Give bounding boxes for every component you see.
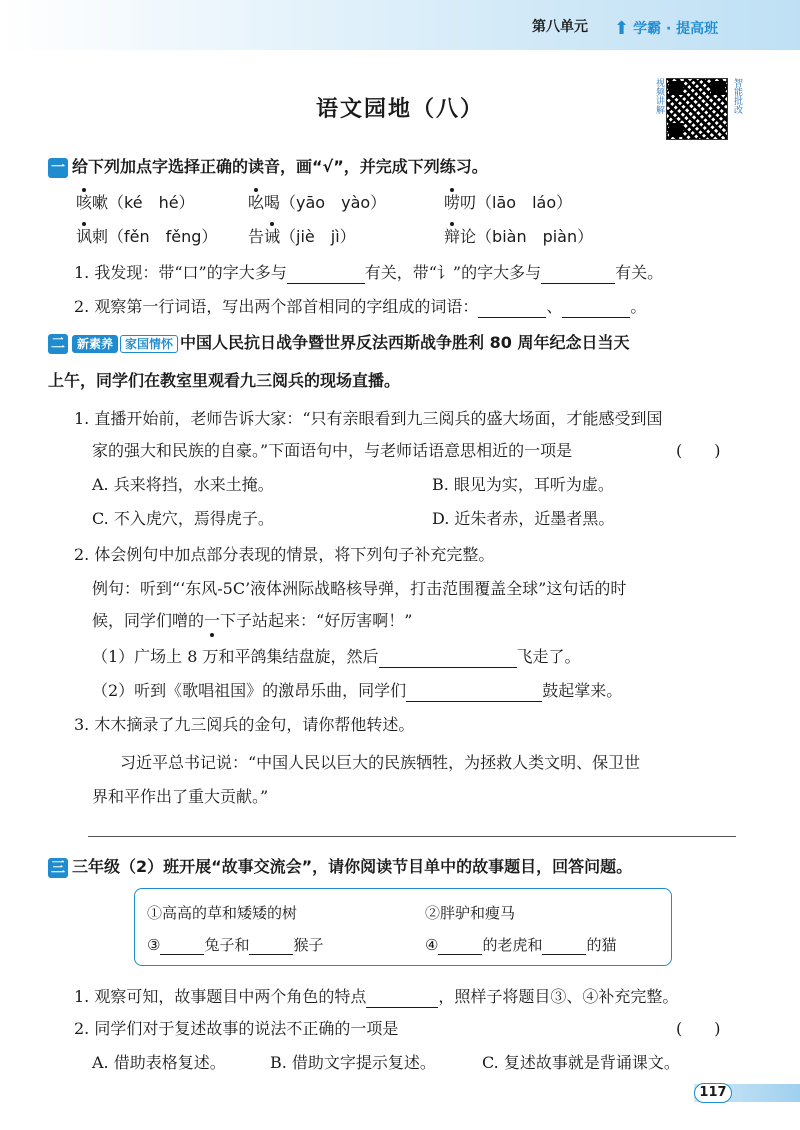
dotted-phrase: 噌的一下子 xyxy=(172,611,253,630)
section3-q1: 1. 观察可知，故事题目中两个角色的特点 ，照样子将题目③、④补充完整。 xyxy=(74,987,679,1006)
section1-q2: 2. 观察第一行词语，写出两个部首相同的字组成的词语： 、 。 xyxy=(74,297,647,316)
brand xyxy=(614,14,800,42)
tag-patriotism: 家国情怀 xyxy=(120,335,178,353)
answer-blank[interactable] xyxy=(379,649,517,668)
section1-instruction: 一 给下列加点字选择正确的读音，画“√”，并完成下列练习。 xyxy=(48,156,488,178)
qr-right-label: 智能批改 xyxy=(732,78,742,114)
answer-blank[interactable] xyxy=(287,265,365,284)
answer-blank[interactable] xyxy=(541,265,615,284)
fill-item-2: （2）听到《歌唱祖国》的激昂乐曲，同学们 鼓起掌来。 xyxy=(92,681,623,700)
word-item: 讽刺（fěn fěng） xyxy=(76,227,218,246)
quote-line2: 界和平作出了重大贡献。” xyxy=(92,787,269,806)
story-item-1: ①高高的草和矮矮的树 xyxy=(147,904,298,922)
answer-blank[interactable] xyxy=(160,936,204,955)
word-item: 告诫（jiè jì） xyxy=(248,227,356,246)
section3-q2: 2. 同学们对于复述故事的说法不正确的一项是 xyxy=(74,1019,399,1038)
answer-blank[interactable] xyxy=(366,989,438,1008)
section2-q1-line2: 家的强大和民族的自豪。”下面语句中，与老师话语意思相近的一项是 xyxy=(92,441,573,460)
quote-line1: 习近平总书记说：“中国人民以巨大的民族牺牲，为拯救人类文明、保卫世 xyxy=(120,753,641,772)
answer-blank[interactable] xyxy=(562,299,630,318)
story-item-2: ②胖驴和瘦马 xyxy=(425,904,516,922)
example-line2: 候，同学们噌的一下子站起来：“好厉害啊！” xyxy=(92,611,413,630)
section2-intro: 二 新素养 家国情怀 中国人民抗日战争暨世界反法西斯战争胜利 80 周年纪念日当天 xyxy=(48,332,629,354)
section2-q3: 3. 木木摘录了九三阅兵的金句，请你帮他转述。 xyxy=(74,715,415,734)
option-b: B. 借助文字提示复述。 xyxy=(270,1053,436,1072)
story-item-4: ④ 的老虎和 的猫 xyxy=(425,936,617,954)
answer-blank[interactable] xyxy=(478,299,546,318)
option-c: C. 不入虎穴，焉得虎子。 xyxy=(92,509,274,528)
answer-blank[interactable] xyxy=(406,683,542,702)
up-arrow-icon: ⬆ xyxy=(614,17,630,39)
story-list-box xyxy=(134,888,672,966)
qr-left-label: 视频讲解 xyxy=(654,78,664,114)
answer-paren[interactable]: ( ) xyxy=(676,441,721,460)
word-item: 吆喝（yāo yào） xyxy=(248,193,387,212)
section2-intro2: 上午，同学们在教室里观看九三阅兵的现场直播。 xyxy=(48,371,401,390)
word-item: 辩论（biàn piàn） xyxy=(444,227,594,246)
section3-badge: 三 xyxy=(48,858,68,878)
answer-blank[interactable] xyxy=(542,936,586,955)
answer-blank[interactable] xyxy=(249,936,293,955)
page-number: 117 xyxy=(694,1083,732,1103)
section2-q1-line1: 1. 直播开始前，老师告诉大家：“只有亲眼看到九三阅兵的盛大场面，才能感受到国 xyxy=(74,409,663,428)
page-title: 语文园地（八） xyxy=(315,97,484,122)
word-item: 唠叨（lāo láo） xyxy=(444,193,573,212)
section1-q1: 1. 我发现：带“口”的字大多与 有关，带“讠”的字大多与 有关。 xyxy=(74,263,664,282)
unit-label: 第八单元 xyxy=(532,19,588,35)
tag-new-literacy: 新素养 xyxy=(72,335,118,353)
answer-paren[interactable]: ( ) xyxy=(676,1019,721,1038)
example-line1: 例句：听到“‘东风-5C’液体洲际战略核导弹，打击范围覆盖全球”这句话的时 xyxy=(92,579,627,598)
word-item: 咳嗽（ké hé） xyxy=(76,193,195,212)
section2-q2: 2. 体会例句中加点部分表现的情景，将下列句子补充完整。 xyxy=(74,545,495,564)
fill-item-1: （1）广场上 8 万和平鸽集结盘旋，然后 飞走了。 xyxy=(92,647,581,666)
qr-block[interactable] xyxy=(652,78,742,138)
option-c: C. 复述故事就是背诵课文。 xyxy=(482,1053,680,1072)
section3-intro: 三 三年级（2）班开展“故事交流会”，请你阅读节目单中的故事题目，回答问题。 xyxy=(48,856,632,878)
option-a: A. 兵来将挡，水来土掩。 xyxy=(92,475,274,494)
answer-blank[interactable] xyxy=(438,936,482,955)
option-a: A. 借助表格复述。 xyxy=(92,1053,226,1072)
qr-code-icon[interactable] xyxy=(666,78,728,140)
section1-badge: 一 xyxy=(48,158,68,178)
story-item-3: ③ 兔子和 猴子 xyxy=(147,936,324,954)
section2-badge: 二 xyxy=(48,334,68,354)
option-b: B. 眼见为实，耳听为虚。 xyxy=(432,475,614,494)
brand-text: 学霸 · 提高班 xyxy=(633,21,719,37)
option-d: D. 近朱者赤，近墨者黑。 xyxy=(432,509,615,528)
answer-line[interactable] xyxy=(88,836,736,837)
